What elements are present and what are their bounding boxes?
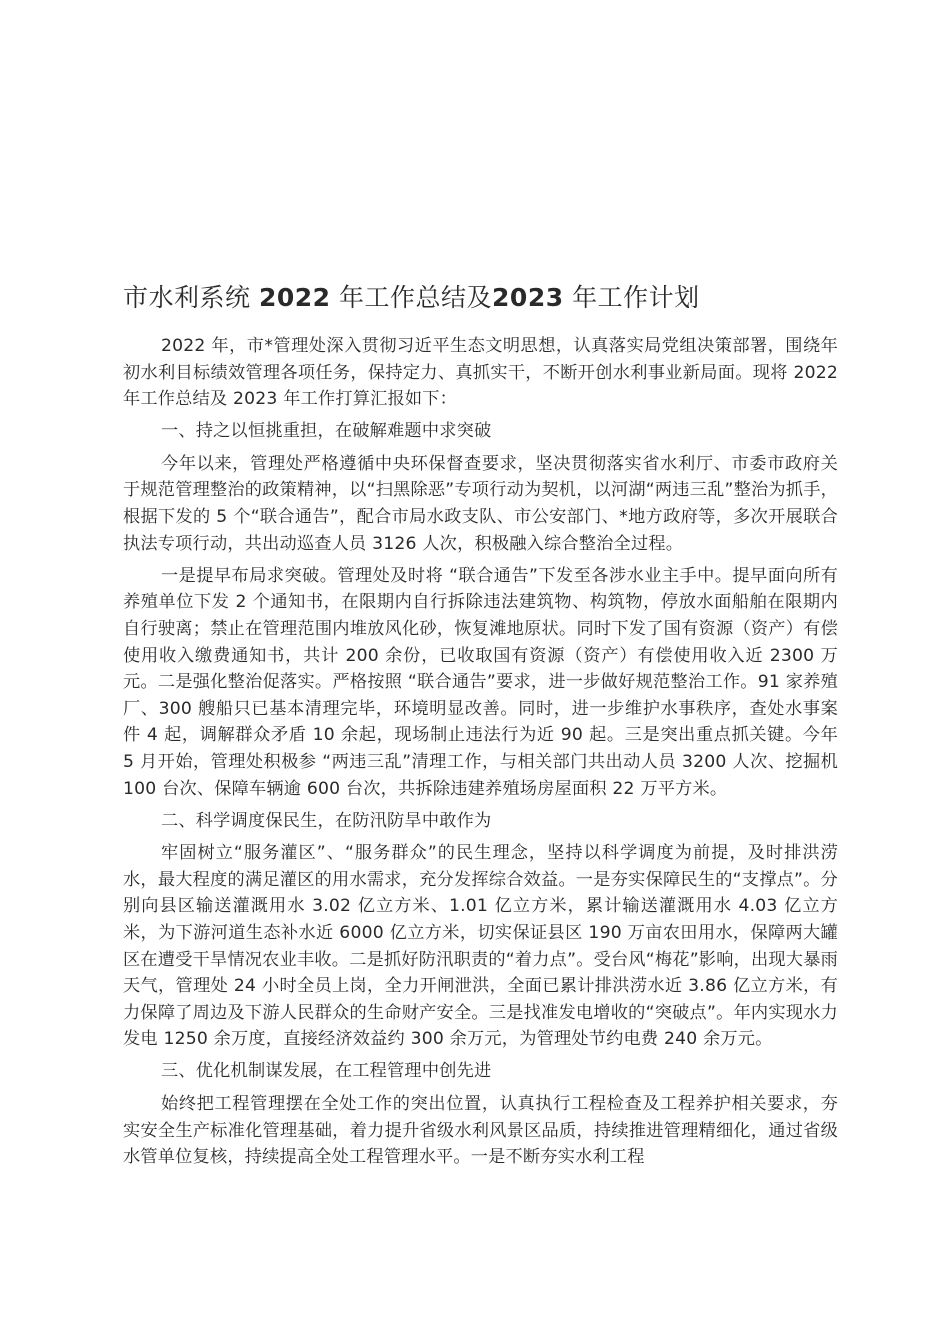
title-part-3: 年工作计划 [572, 283, 700, 312]
intro-paragraph: 2022 年，市*管理处深入贯彻习近平生态文明思想，认真落实局党组决策部署，围绕年初水利目标绩效管理各项任务，保持定力、真抓实干，不断开创水利事业新局面。现将 2022 年工作总结及 2023 年工作打算汇报如下： [123, 336, 838, 410]
title-year-1: 2022 [258, 283, 331, 312]
document-body [123, 333, 838, 1176]
section-heading-1: 一、持之以恒挑重担，在破解难题中求突破 [161, 421, 492, 442]
title-year-2: 2023 [492, 283, 564, 312]
document-title [123, 282, 838, 314]
section-heading-2: 二、科学调度保民生，在防汛防旱中敢作为 [161, 810, 492, 831]
section-1-paragraph-1: 今年以来，管理处严格遵循中央环保督查要求，坚决贯彻落实省水利厅、市委市政府关于规范管理整治的政策精神，以“扫黑除恶”专项行动为契机，以河湖“两违三乱”整治为抓手，根据下发的 5 个“联合通告”，配合市局水政支队、市公安部门、*地方政府等，多次开展联合执法专项行动，共出动巡查人员 3126 人次，积极融入综合整治全过程。 [123, 453, 838, 554]
section-1-paragraph-2: 一是提早布局求突破。管理处及时将 “联合通告”下发至各涉水业主手中。提早面向所有养殖单位下发 2 个通知书，在限期内自行拆除违法建筑物、构筑物，停放水面船舶在限期内自行驶离；禁止在管理范围内堆放风化砂，恢复滩地原状。同时下发了国有资源（资产）有偿使用收入缴费通知书，共计 200 余份，已收取国有资源（资产）有偿使用收入近 2300 万元。二是强化整治促落实。严格按照 “联合通告”要求，进一步做好规范整治工作。91 家养殖厂、300 艘船只已基本清理完毕，环境明显改善。同时，进一步维护水事秩序，查处水事案件 4 起，调解群众矛盾 10 余起，现场制止违法行为近 90 起。三是突出重点抓关键。今年 5 月开始，管理处积极参 “两违三乱”清理工作，与相关部门共出动人员 3200 人次、挖掘机 100 台次、保障车辆逾 600 台次，共拆除违建养殖场房屋面积 22 万平方米。 [123, 565, 838, 799]
document-page [123, 0, 838, 1344]
section-2-paragraph-1: 牢固树立“服务灌区”、“服务群众”的民生理念，坚持以科学调度为前提，及时排洪涝水，最大程度的满足灌区的用水需求，充分发挥综合效益。一是夯实保障民生的“支撑点”。分别向县区输送灌溉用水 3.02 亿立方米、1.01 亿立方米，累计输送灌溉用水 4.03 亿立方米，为下游河道生态补水近 6000 亿立方米，切实保证县区 190 万亩农田用水，保障两大罐区在遭受干旱情况农业丰收。二是抓好防汛职责的“着力点”。受台风“梅花”影响，出现大暴雨天气，管理处 24 小时全员上岗，全力开闸泄洪，全面已累计排洪涝水近 3.86 亿立方米，有力保障了周边及下游人民群众的生命财产安全。三是找准发电增收的“突破点”。年内实现水力发电 1250 余万度，直接经济效益约 300 余万元，为管理处节约电费 240 余万元。 [123, 843, 838, 1050]
section-3-paragraph-1: 始终把工程管理摆在全处工作的突出位置，认真执行工程检查及工程养护相关要求，夯实安全生产标准化管理基础，着力提升省级水利风景区品质，持续推进管理精细化，通过省级水管单位复核，持续提高全处工程管理水平。一是不断夯实水利工程 [123, 1094, 838, 1168]
title-part-1: 市水利系统 [123, 283, 251, 312]
section-heading-3: 三、优化机制谋发展，在工程管理中创先进 [161, 1061, 492, 1082]
title-part-2: 年工作总结及 [339, 283, 493, 312]
